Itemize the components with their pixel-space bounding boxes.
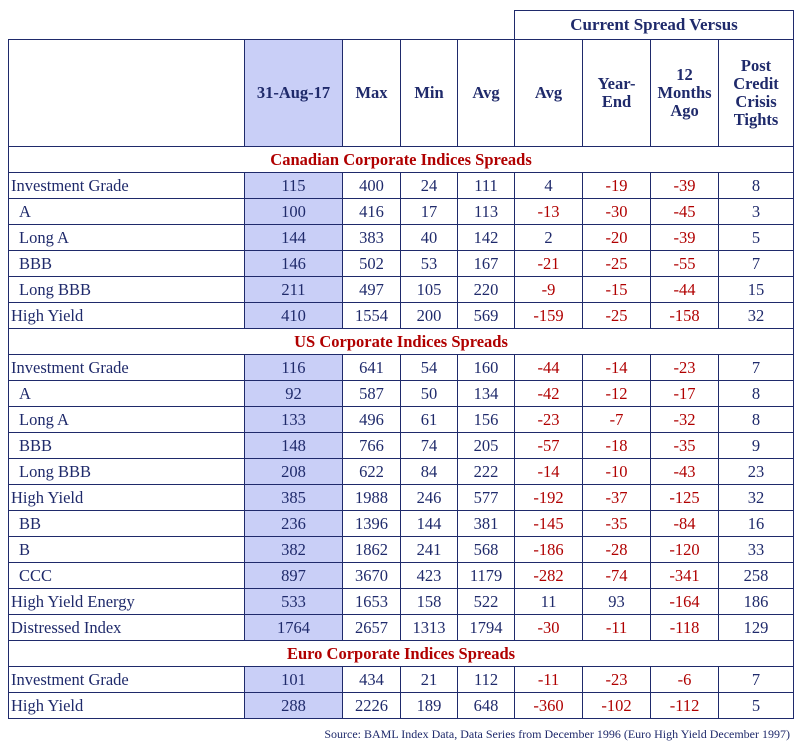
table-cell: -13 [515, 199, 583, 225]
table-row [9, 381, 794, 407]
section-title: Euro Corporate Indices Spreads [9, 641, 794, 667]
table-cell: -42 [515, 381, 583, 407]
table-cell: 7 [719, 355, 794, 381]
table-cell: -23 [515, 407, 583, 433]
table-row [9, 511, 794, 537]
table-cell: -30 [515, 615, 583, 641]
table-cell: 2 [515, 225, 583, 251]
table-cell: 3670 [343, 563, 401, 589]
table-cell: 113 [458, 199, 515, 225]
row-label: BB [9, 511, 245, 537]
table-cell: 40 [401, 225, 458, 251]
table-row [9, 563, 794, 589]
table-cell: 241 [401, 537, 458, 563]
row-label: High Yield [9, 693, 245, 719]
table-cell: 129 [719, 615, 794, 641]
table-cell: 222 [458, 459, 515, 485]
table-cell: 61 [401, 407, 458, 433]
table-cell: 3 [719, 199, 794, 225]
table-cell: 112 [458, 667, 515, 693]
table-cell: -192 [515, 485, 583, 511]
table-cell: 5 [719, 225, 794, 251]
table-cell: -18 [583, 433, 651, 459]
table-cell: 382 [245, 537, 343, 563]
table-cell: -44 [515, 355, 583, 381]
table-cell: 93 [583, 589, 651, 615]
table-cell: -57 [515, 433, 583, 459]
row-label: Long BBB [9, 277, 245, 303]
table-cell: 74 [401, 433, 458, 459]
table-cell: -282 [515, 563, 583, 589]
table-row [9, 251, 794, 277]
table-cell: 17 [401, 199, 458, 225]
table-cell: -145 [515, 511, 583, 537]
table-cell: 84 [401, 459, 458, 485]
table-cell: 7 [719, 251, 794, 277]
table-cell: -21 [515, 251, 583, 277]
table-cell: -20 [583, 225, 651, 251]
table-row [9, 537, 794, 563]
table-cell: 410 [245, 303, 343, 329]
table-cell: 648 [458, 693, 515, 719]
table-cell: 134 [458, 381, 515, 407]
max-column-header: Max [343, 40, 401, 147]
table-cell: -55 [651, 251, 719, 277]
row-label: A [9, 199, 245, 225]
table-cell: -35 [651, 433, 719, 459]
table-cell: -45 [651, 199, 719, 225]
table-row [9, 407, 794, 433]
table-row [9, 199, 794, 225]
table-cell: 502 [343, 251, 401, 277]
table-cell: 220 [458, 277, 515, 303]
table-cell: 246 [401, 485, 458, 511]
table-cell: 258 [719, 563, 794, 589]
table-cell: 423 [401, 563, 458, 589]
table-cell: -186 [515, 537, 583, 563]
table-row [9, 225, 794, 251]
table-cell: 1396 [343, 511, 401, 537]
table-cell: -9 [515, 277, 583, 303]
row-label: High Yield [9, 303, 245, 329]
table-row [9, 615, 794, 641]
table-cell: 144 [245, 225, 343, 251]
table-cell: 1764 [245, 615, 343, 641]
table-cell: -44 [651, 277, 719, 303]
table-cell: 189 [401, 693, 458, 719]
table-cell: 1988 [343, 485, 401, 511]
table-cell: -120 [651, 537, 719, 563]
row-label: Investment Grade [9, 667, 245, 693]
table-cell: -23 [583, 667, 651, 693]
table-cell: 142 [458, 225, 515, 251]
table-cell: 133 [245, 407, 343, 433]
table-cell: -30 [583, 199, 651, 225]
table-row [9, 355, 794, 381]
section-title: Canadian Corporate Indices Spreads [9, 147, 794, 173]
min-column-header: Min [401, 40, 458, 147]
table-cell: 522 [458, 589, 515, 615]
table-cell: 416 [343, 199, 401, 225]
table-cell: -11 [515, 667, 583, 693]
table-cell: 1862 [343, 537, 401, 563]
table-cell: 641 [343, 355, 401, 381]
table-cell: 15 [719, 277, 794, 303]
credit-spread-table [8, 10, 794, 719]
table-cell: 16 [719, 511, 794, 537]
table-cell: 434 [343, 667, 401, 693]
table-cell: -19 [583, 173, 651, 199]
table-cell: -15 [583, 277, 651, 303]
table-cell: 101 [245, 667, 343, 693]
table-cell: 1554 [343, 303, 401, 329]
table-cell: 32 [719, 485, 794, 511]
table-cell: -6 [651, 667, 719, 693]
table-row [9, 459, 794, 485]
table-cell: -37 [583, 485, 651, 511]
table-cell: 8 [719, 407, 794, 433]
table-cell: 7 [719, 667, 794, 693]
row-label: High Yield Energy [9, 589, 245, 615]
table-cell: 497 [343, 277, 401, 303]
table-cell: 24 [401, 173, 458, 199]
table-cell: 11 [515, 589, 583, 615]
table-cell: -25 [583, 303, 651, 329]
table-cell: 160 [458, 355, 515, 381]
table-cell: -39 [651, 173, 719, 199]
table-row [9, 277, 794, 303]
table-cell: -25 [583, 251, 651, 277]
label-column-header [9, 40, 245, 147]
spread-table-container [8, 10, 793, 719]
table-cell: 23 [719, 459, 794, 485]
table-cell: 496 [343, 407, 401, 433]
table-cell: 50 [401, 381, 458, 407]
table-cell: 383 [343, 225, 401, 251]
table-cell: 205 [458, 433, 515, 459]
table-cell: 21 [401, 667, 458, 693]
table-cell: -158 [651, 303, 719, 329]
table-cell: -14 [583, 355, 651, 381]
table-cell: 385 [245, 485, 343, 511]
row-label: A [9, 381, 245, 407]
table-cell: 200 [401, 303, 458, 329]
table-cell: 1653 [343, 589, 401, 615]
table-row [9, 589, 794, 615]
table-cell: 568 [458, 537, 515, 563]
table-row [9, 303, 794, 329]
current-spread-versus-header: Current Spread Versus [515, 11, 794, 40]
table-cell: 1313 [401, 615, 458, 641]
table-cell: 5 [719, 693, 794, 719]
row-label: BBB [9, 433, 245, 459]
table-cell: -341 [651, 563, 719, 589]
table-cell: 9 [719, 433, 794, 459]
table-cell: 2226 [343, 693, 401, 719]
table-cell: -360 [515, 693, 583, 719]
table-cell: 288 [245, 693, 343, 719]
table-cell: 186 [719, 589, 794, 615]
spread-vs-year-end-header: Year- End [583, 40, 651, 147]
table-cell: 32 [719, 303, 794, 329]
table-cell: 211 [245, 277, 343, 303]
table-cell: 8 [719, 173, 794, 199]
table-cell: -32 [651, 407, 719, 433]
row-label: Distressed Index [9, 615, 245, 641]
table-cell: 8 [719, 381, 794, 407]
table-cell: -43 [651, 459, 719, 485]
table-row [9, 667, 794, 693]
source-note: Source: BAML Index Data, Data Series from December 1996 (Euro High Yield December 1997) [324, 727, 790, 741]
table-cell: 100 [245, 199, 343, 225]
table-cell: 146 [245, 251, 343, 277]
table-cell: -28 [583, 537, 651, 563]
table-cell: 533 [245, 589, 343, 615]
table-cell: -84 [651, 511, 719, 537]
table-cell: 144 [401, 511, 458, 537]
row-label: CCC [9, 563, 245, 589]
row-label: Long A [9, 225, 245, 251]
row-label: BBB [9, 251, 245, 277]
table-cell: 622 [343, 459, 401, 485]
table-cell: 148 [245, 433, 343, 459]
table-cell: -7 [583, 407, 651, 433]
table-row [9, 693, 794, 719]
table-cell: 766 [343, 433, 401, 459]
spread-vs-post-crisis-header: Post Credit Crisis Tights [719, 40, 794, 147]
table-cell: -102 [583, 693, 651, 719]
table-cell: -112 [651, 693, 719, 719]
table-cell: 897 [245, 563, 343, 589]
table-cell: 236 [245, 511, 343, 537]
table-cell: -17 [651, 381, 719, 407]
table-cell: 33 [719, 537, 794, 563]
spread-vs-avg-header: Avg [515, 40, 583, 147]
table-cell: 400 [343, 173, 401, 199]
table-cell: 158 [401, 589, 458, 615]
table-cell: 569 [458, 303, 515, 329]
section-title: US Corporate Indices Spreads [9, 329, 794, 355]
table-cell: 381 [458, 511, 515, 537]
table-cell: 105 [401, 277, 458, 303]
table-cell: 111 [458, 173, 515, 199]
table-cell: -11 [583, 615, 651, 641]
row-label: High Yield [9, 485, 245, 511]
table-cell: -35 [583, 511, 651, 537]
table-row [9, 485, 794, 511]
date-column-header: 31-Aug-17 [245, 40, 343, 147]
row-label: B [9, 537, 245, 563]
row-label: Long BBB [9, 459, 245, 485]
table-cell: 116 [245, 355, 343, 381]
table-cell: -159 [515, 303, 583, 329]
table-cell: -23 [651, 355, 719, 381]
table-cell: 4 [515, 173, 583, 199]
table-cell: 53 [401, 251, 458, 277]
table-cell: 1794 [458, 615, 515, 641]
table-cell: -39 [651, 225, 719, 251]
table-cell: 208 [245, 459, 343, 485]
table-cell: -10 [583, 459, 651, 485]
table-cell: 54 [401, 355, 458, 381]
table-row [9, 173, 794, 199]
table-cell: 577 [458, 485, 515, 511]
row-label: Investment Grade [9, 173, 245, 199]
row-label: Investment Grade [9, 355, 245, 381]
table-cell: -12 [583, 381, 651, 407]
table-cell: -118 [651, 615, 719, 641]
avg-column-header: Avg [458, 40, 515, 147]
table-cell: -125 [651, 485, 719, 511]
table-cell: 167 [458, 251, 515, 277]
table-row [9, 433, 794, 459]
table-cell: 587 [343, 381, 401, 407]
table-cell: -164 [651, 589, 719, 615]
table-cell: -14 [515, 459, 583, 485]
table-cell: 115 [245, 173, 343, 199]
table-cell: 156 [458, 407, 515, 433]
spread-vs-12-months-header: 12 Months Ago [651, 40, 719, 147]
row-label: Long A [9, 407, 245, 433]
table-cell: 92 [245, 381, 343, 407]
table-cell: 1179 [458, 563, 515, 589]
table-cell: -74 [583, 563, 651, 589]
table-cell: 2657 [343, 615, 401, 641]
